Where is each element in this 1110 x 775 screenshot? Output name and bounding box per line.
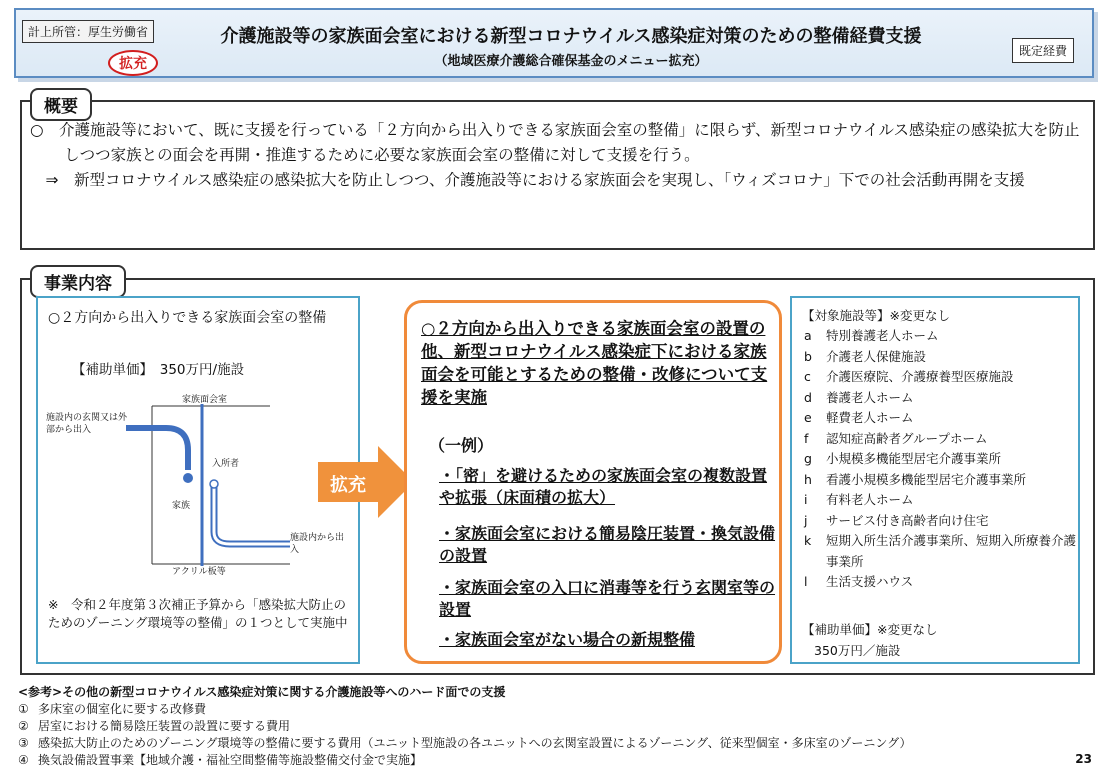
reference-text: 多床室の個室化に要する改修費 — [38, 702, 207, 716]
resident-entry-path-outer — [214, 484, 290, 544]
facility-key: a — [804, 328, 812, 343]
facility-key: c — [804, 369, 811, 384]
example-item — [439, 629, 779, 651]
facility-item — [804, 531, 1076, 572]
target-price-value: 350万円／施設 — [814, 643, 901, 658]
target-facilities-heading: 【対象施設等】※変更なし — [802, 308, 950, 323]
example-item-text: ・家族面会室がない場合の新規整備 — [439, 630, 696, 649]
target-price-heading: 【補助単価】※変更なし — [802, 622, 938, 637]
facility-name: 生活支援ハウス — [826, 574, 914, 589]
visiting-room-diagram — [40, 388, 356, 578]
reference-number: ② — [18, 719, 29, 733]
reference-item — [18, 701, 1093, 718]
reference-item — [18, 752, 1093, 769]
facility-key: f — [804, 430, 809, 446]
page-subtitle: （地域医療介護総合確保基金のメニュー拡充） — [434, 54, 708, 69]
content-label: 事業内容 — [30, 265, 126, 298]
family-entry-path — [126, 428, 188, 470]
header-banner — [14, 8, 1094, 78]
ministry-tag: 計上所管：厚生労働省 — [22, 20, 154, 43]
facility-item — [804, 572, 1076, 593]
reference-section — [18, 684, 1093, 769]
facility-key: d — [804, 389, 812, 405]
overview-text — [30, 118, 1085, 193]
reference-item — [18, 735, 1093, 752]
facility-name: サービス付き高齢者向け住宅 — [826, 512, 989, 528]
facility-item — [804, 490, 1076, 511]
overview-paragraph-1: ○ 介護施設等において、既に支援を行っている「２方向から出入りできる家族面会室の整備」に限らず、新型コロナウイルス感染症の感染拡大を防止しつつ家族との面会を再開・推進するために必要な家族面会室の整備に対して支援を行う。 — [30, 121, 1080, 164]
facility-item — [804, 511, 1076, 532]
facility-name: 短期入所生活介護事業所、短期入所療養介護事業所 — [826, 533, 1077, 569]
example-item-text: ・家族面会室における簡易陰圧装置・換気設備の設置 — [439, 524, 776, 565]
reference-number: ③ — [18, 736, 29, 750]
facility-item — [804, 367, 1076, 388]
facility-key: g — [804, 451, 812, 466]
facility-item — [804, 429, 1076, 450]
facility-item — [804, 408, 1076, 429]
facility-key: e — [804, 410, 812, 425]
facility-key: h — [804, 471, 812, 487]
facility-key: j — [804, 512, 808, 528]
expanded-support-box — [404, 300, 782, 664]
facility-item — [804, 388, 1076, 409]
facility-item — [804, 470, 1076, 491]
reference-text: 居室における簡易陰圧装置の設置に要する費用 — [38, 719, 291, 733]
facility-name: 特別養護老人ホーム — [826, 328, 939, 343]
diagram-inside-label: 施設内から出入 — [290, 533, 345, 555]
example-item — [439, 465, 779, 509]
facility-name: 介護医療院、介護療養型医療施設 — [826, 369, 1014, 384]
current-support-price: 【補助単価】 350万円/施設 — [72, 362, 245, 378]
reference-text: 感染拡大防止のためのゾーニング環境等の整備に要する費用（ユニット型施設の各ユニットへの玄関室設置によるゾーニング、従来型個室・多床室のゾーニング） — [38, 736, 912, 750]
facility-name: 軽費老人ホーム — [826, 410, 914, 425]
expanded-support-main-text: ○２方向から出入りできる家族面会室の設置の他、新型コロナウイルス感染症下における家族面会を可能とするための整備・改修について支援を実施 — [421, 319, 768, 407]
diagram-entrance-label: 施設内の玄関又は外部から出入 — [46, 413, 128, 435]
facility-name: 看護小規模多機能型居宅介護事業所 — [826, 471, 1027, 487]
facility-name: 養護老人ホーム — [826, 389, 914, 405]
facility-key: b — [804, 348, 812, 364]
budget-type-label: 既定経費 — [1012, 38, 1074, 63]
facility-key: l — [804, 574, 808, 589]
example-item-text: ・家族面会室の入口に消毒等を行う玄関室等の設置 — [439, 578, 776, 619]
reference-text: 換気設備設置事業【地域介護・福祉空間整備等施設整備交付金で実施】 — [38, 753, 423, 767]
current-support-note: ※ 令和２年度第３次補正予算から「感染拡大防止のためのゾーニング環境等の整備」の１つとして実施中 — [48, 597, 348, 630]
expansion-badge: 拡充 — [108, 50, 158, 76]
reference-number: ① — [18, 702, 29, 716]
diagram-resident-label: 入所者 — [212, 459, 240, 469]
facility-name: 介護老人保健施設 — [826, 348, 927, 364]
target-facilities-list — [804, 326, 1076, 593]
family-marker — [183, 473, 193, 483]
example-item — [439, 523, 779, 567]
facility-item — [804, 449, 1076, 470]
expanded-support-main — [421, 317, 777, 409]
overview-paragraph-2: ⇒ 新型コロナウイルス感染症の感染拡大を防止しつつ、介護施設等における家族面会を実現し、「ウィズコロナ」下での社会活動再開を支援 — [45, 171, 1025, 189]
expansion-arrow-label: 拡充 — [330, 475, 366, 496]
overview-label: 概要 — [30, 88, 92, 121]
page-number: 23 — [1075, 752, 1092, 766]
resident-marker — [210, 480, 218, 488]
example-label: （一例） — [429, 436, 494, 455]
facility-item — [804, 347, 1076, 368]
facility-name: 有料老人ホーム — [826, 492, 914, 507]
facility-name: 小規模多機能型居宅介護事業所 — [826, 451, 1002, 466]
reference-item — [18, 718, 1093, 735]
target-facilities-box — [790, 296, 1080, 664]
diagram-room-label: 家族面会室 — [182, 395, 228, 405]
facility-key: k — [804, 533, 812, 548]
example-item — [439, 577, 779, 621]
facility-item — [804, 326, 1076, 347]
reference-heading: <参考>その他の新型コロナウイルス感染症対策に関する介護施設等へのハード面での支援 — [18, 685, 506, 699]
resident-entry-path-inner — [214, 484, 290, 544]
diagram-acrylic-label: アクリル板等 — [172, 567, 226, 577]
facility-key: i — [804, 492, 808, 507]
page-title: 介護施設等の家族面会室における新型コロナウイルス感染症対策のための整備経費支援 — [220, 26, 922, 47]
current-support-title: ○２方向から出入りできる家族面会室の整備 — [48, 310, 327, 326]
diagram-family-label: 家族 — [172, 501, 191, 511]
reference-number: ④ — [18, 753, 29, 767]
example-item-text: ・「密」を避けるための家族面会室の複数設置や拡張（床面積の拡大） — [439, 466, 768, 507]
facility-name: 認知症高齢者グループホーム — [826, 430, 988, 446]
